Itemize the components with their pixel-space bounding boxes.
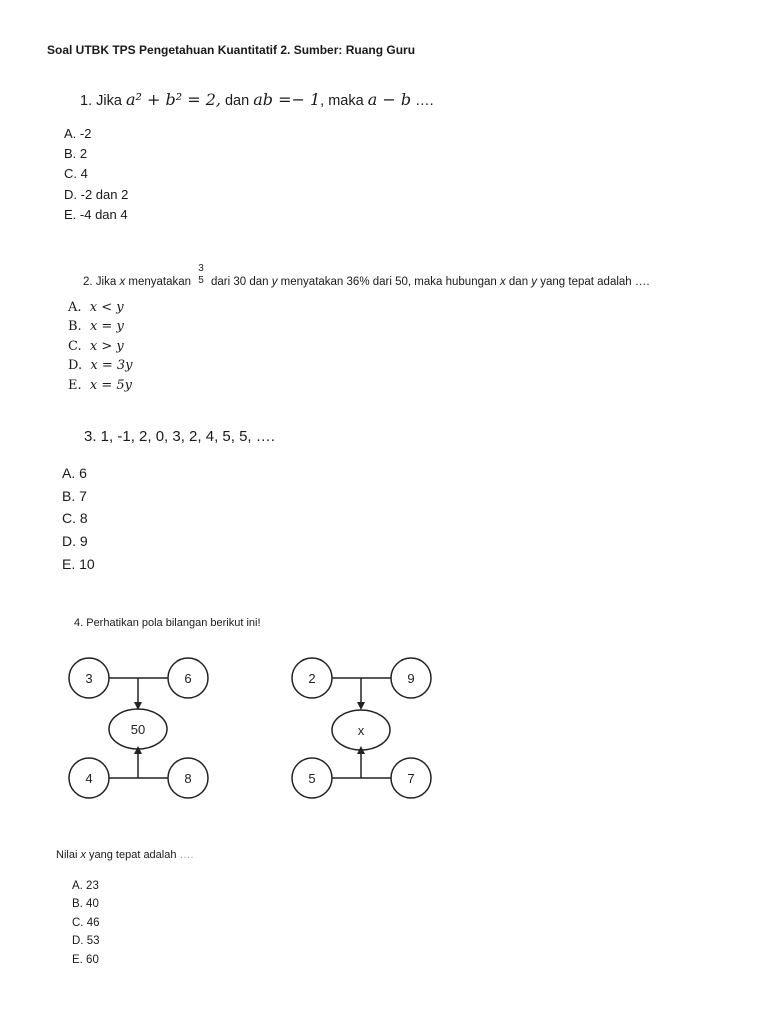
q1-option-e[interactable]: E. -4 dan 4 (64, 207, 128, 222)
q2-option-a-expr: x < y (89, 300, 124, 315)
q2-option-d-expr: x = 3y (90, 358, 133, 373)
left-bottom-right-value: 8 (184, 771, 192, 786)
q2-option-b-expr: x = y (89, 319, 124, 334)
q3-option-c[interactable]: C. 8 (62, 510, 88, 526)
q2-text-1: menyatakan (125, 276, 195, 289)
q4-ask-suffix: yang tepat adalah (85, 849, 177, 861)
q4-question-prompt (56, 849, 194, 861)
q1-expr-product: ab =− 1 (253, 90, 321, 109)
q4-ask-prefix: Nilai (56, 849, 81, 861)
q3-option-e[interactable]: E. 10 (62, 556, 95, 572)
right-bottom-right-value: 7 (407, 771, 415, 786)
left-top-right-value: 6 (184, 671, 192, 686)
q1-expr-sum-squares: a² + b² = 2, (125, 90, 221, 109)
q1-mid: dan (220, 93, 254, 109)
q2-fraction-denominator: 5 (198, 275, 204, 286)
q2-option-b-letter: B. (68, 319, 82, 334)
right-bottom-left-value: 5 (308, 771, 316, 786)
q4-option-d[interactable]: D. 53 (72, 935, 100, 947)
question-3: 3. 1, -1, 2, 0, 3, 2, 4, 5, 5, …. (84, 428, 275, 445)
page-header: Soal UTBK TPS Pengetahuan Kuantitatif 2. Sumber: Ruang Guru (47, 43, 416, 57)
q2-text-5: yang tepat adalah …. (537, 276, 650, 289)
q2-text-4: dan (505, 276, 532, 289)
q2-var-y2: y (531, 276, 538, 289)
q1-prefix: 1. Jika (80, 93, 126, 109)
q4-ask-var: x (80, 849, 86, 861)
q2-text-2: dari 30 dan (207, 276, 272, 289)
q2-option-a-letter: A. (68, 300, 82, 315)
q2-option-e-letter: E. (68, 378, 82, 393)
q2-option-c-letter: C. (68, 339, 82, 354)
q2-option-c-expr: x > y (89, 339, 124, 354)
q3-option-d[interactable]: D. 9 (62, 533, 88, 549)
q3-option-b[interactable]: B. 7 (62, 488, 87, 504)
left-center-value: 50 (130, 722, 146, 737)
left-bottom-left-value: 4 (85, 771, 93, 786)
q2-option-e-expr: x = 5y (89, 378, 132, 393)
q1-option-c[interactable]: C. 4 (64, 166, 88, 181)
q2-var-x: x (119, 276, 126, 289)
q3-option-a[interactable]: A. 6 (62, 465, 87, 481)
q1-expr-difference: a − b (367, 90, 412, 109)
q2-option-d-letter: D. (68, 358, 83, 373)
question-4: 4. Perhatikan pola bilangan berikut ini! (74, 617, 261, 629)
right-top-left-value: 2 (308, 671, 316, 686)
q4-ask-dots: …. (176, 849, 194, 861)
right-center-value: x (357, 723, 365, 738)
q1-mid2: , maka (320, 93, 368, 109)
q2-var-y: y (271, 276, 278, 289)
q1-option-b[interactable]: B. 2 (64, 146, 88, 161)
q1-option-d[interactable]: D. -2 dan 2 (64, 187, 129, 202)
right-top-right-value: 9 (407, 671, 415, 686)
q4-option-e[interactable]: E. 60 (72, 954, 99, 966)
q1-dots: …. (411, 93, 434, 109)
q1-option-a[interactable]: A. -2 (64, 126, 92, 141)
q2-fraction-numerator: 3 (198, 263, 204, 274)
q4-option-c[interactable]: C. 46 (72, 917, 100, 929)
left-top-left-value: 3 (85, 671, 93, 686)
q2-var-x2: x (499, 276, 506, 289)
q2-text-3: menyatakan 36% dari 50, maka hubungan (277, 276, 500, 289)
q4-option-a[interactable]: A. 23 (72, 880, 99, 892)
q2-prefix: 2. Jika (83, 276, 120, 289)
q4-option-b[interactable]: B. 40 (72, 898, 99, 910)
